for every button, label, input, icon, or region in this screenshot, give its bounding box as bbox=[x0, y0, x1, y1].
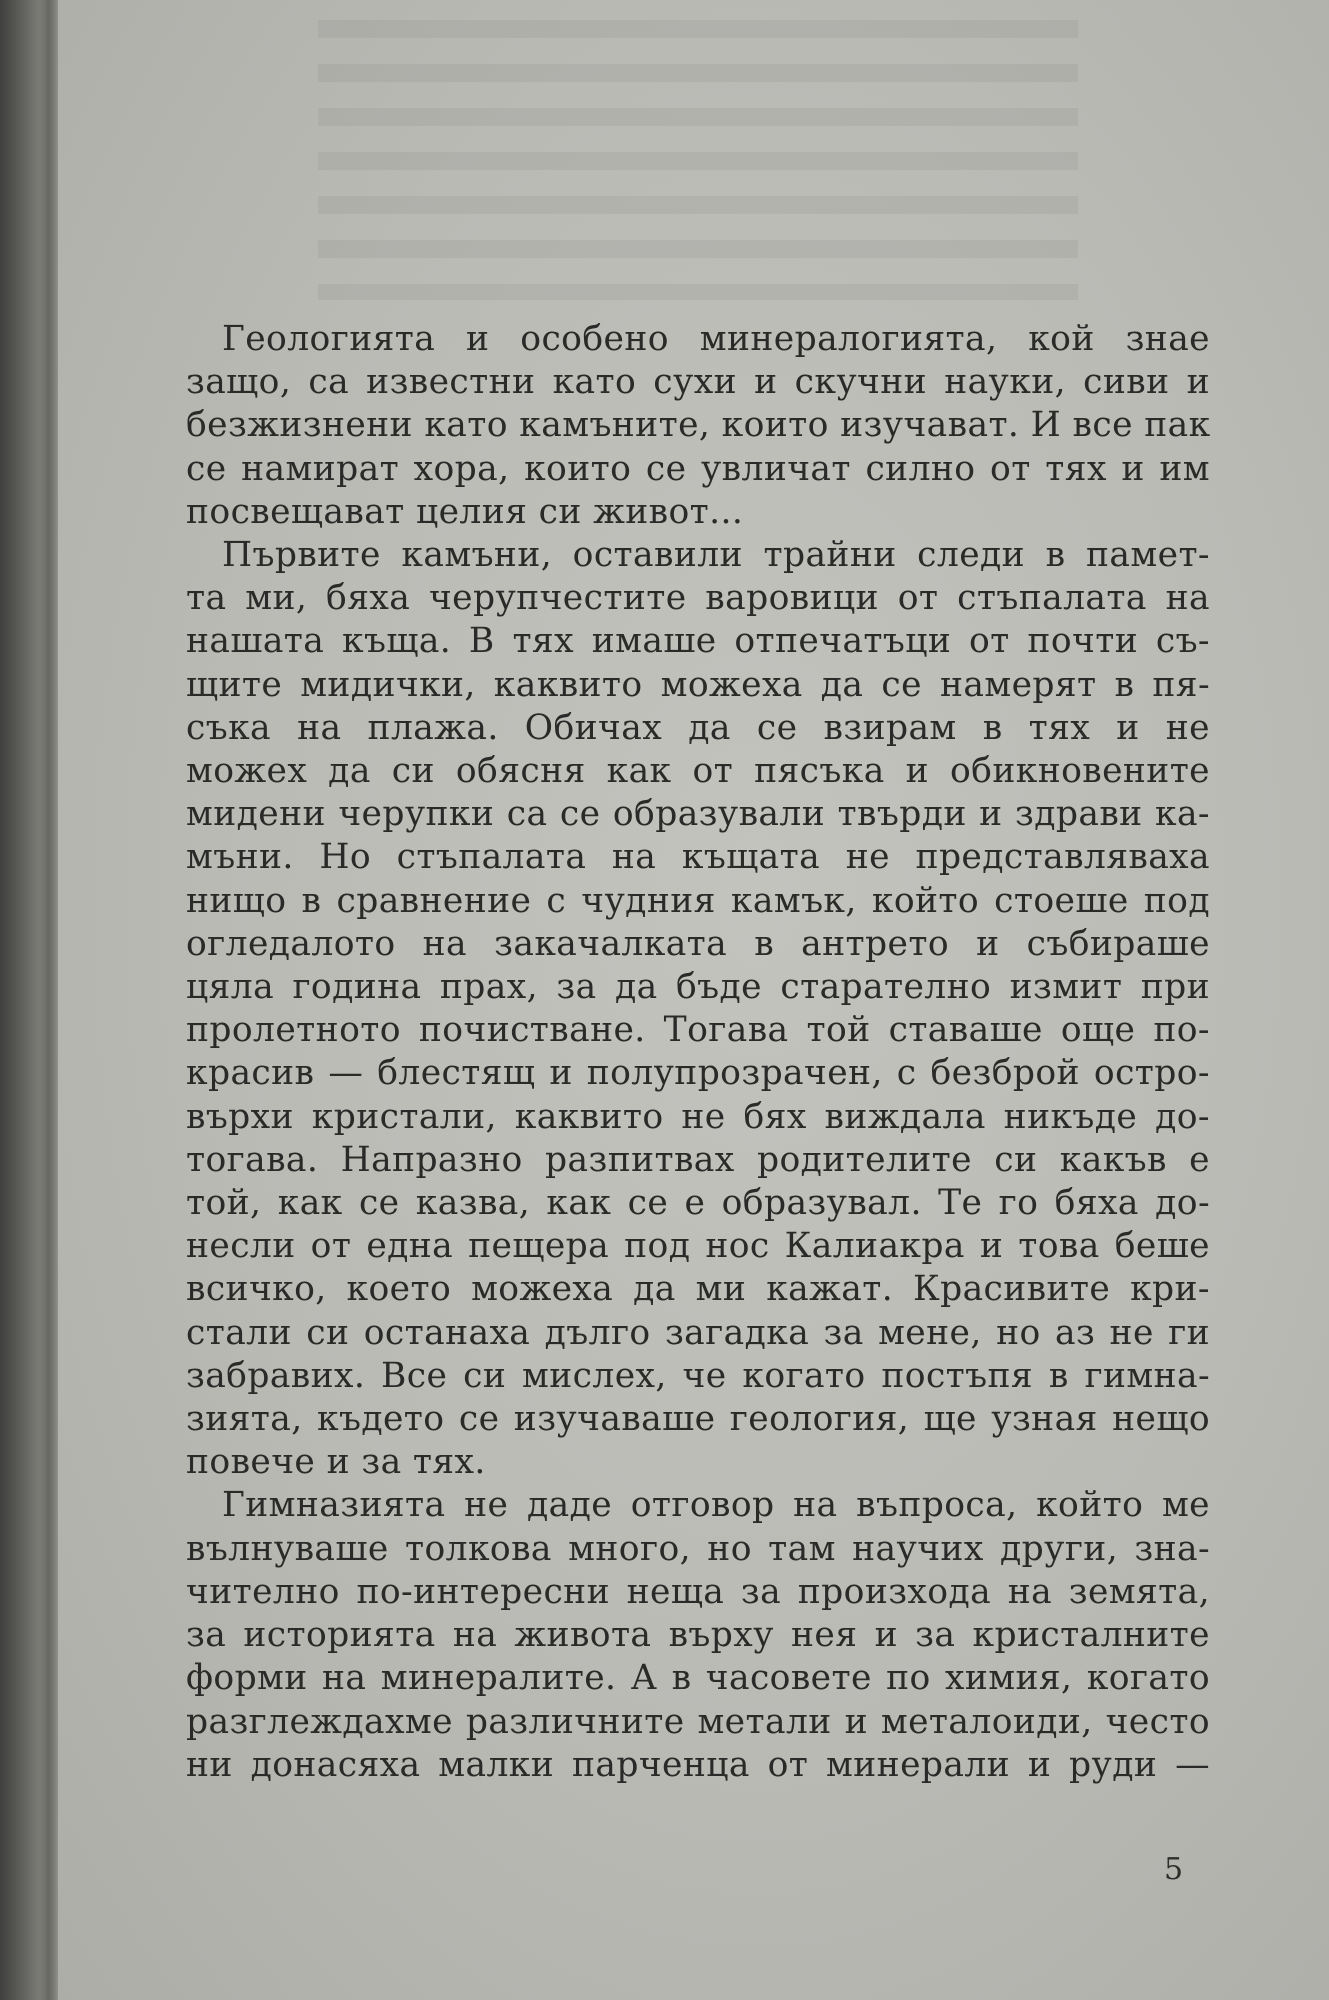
text-line: Гимназията не даде отговор на въпроса, който ме bbox=[222, 1485, 1210, 1526]
text-line: забравих. Все си мислех, че когато постъпя в гимна- bbox=[186, 1355, 1210, 1396]
text-line: повече и за тях. bbox=[186, 1442, 486, 1483]
text-line: мъни. Но стъпалата на къщата не представляваха bbox=[186, 837, 1210, 878]
text-line: ни донасяха малки парченца от минерали и руди — bbox=[186, 1744, 1210, 1785]
text-line: красив — блестящ и полупрозрачен, с безброй остро- bbox=[186, 1053, 1210, 1094]
paragraph-3 bbox=[150, 1484, 1210, 1786]
paragraph-2 bbox=[150, 534, 1210, 1484]
text-line: Геологията и особено минералогията, кой знае bbox=[222, 319, 1210, 359]
body-text bbox=[150, 318, 1210, 1787]
text-line: посвещават целия си живот... bbox=[186, 491, 744, 532]
text-line: стали си останаха дълго загадка за мене, но аз не ги bbox=[186, 1312, 1210, 1353]
paragraph-1 bbox=[150, 318, 1210, 534]
text-line: несли от една пещера под нос Калиакра и това беше bbox=[186, 1226, 1210, 1267]
text-line: щите мидички, каквито можеха да се намерят в пя- bbox=[186, 664, 1210, 705]
text-line: безжизнени като камъните, които изучават. И все пак bbox=[186, 405, 1211, 446]
text-line: форми на минералите. А в часовете по химия, когато bbox=[186, 1658, 1210, 1699]
text-line: можех да си обясня как от пясъка и обикновените bbox=[186, 751, 1210, 792]
show-through-text bbox=[318, 20, 1078, 300]
text-line: цяла година прах, за да бъде старателно измит при bbox=[186, 967, 1210, 1008]
text-line: тогава. Напразно разпитвах родителите си какъв е bbox=[186, 1139, 1210, 1180]
text-line: върхи кристали, каквито не бях виждала никъде до- bbox=[186, 1096, 1210, 1137]
page-gutter-shadow bbox=[0, 0, 60, 2000]
text-line: Първите камъни, оставили трайни следи в памет- bbox=[222, 535, 1210, 576]
text-line: мидени черупки са се образували твърди и здрави ка- bbox=[186, 794, 1210, 835]
text-line: та ми, бяха черупчестите варовици от стъпалата на bbox=[186, 578, 1210, 619]
page-number: 5 bbox=[1164, 1852, 1184, 1887]
text-line: нищо в сравнение с чудния камък, който стоеше под bbox=[186, 880, 1210, 921]
text-line: защо, са известни като сухи и скучни науки, сиви и bbox=[186, 362, 1210, 403]
text-line: той, как се казва, как се е образувал. Те го бяха до- bbox=[186, 1183, 1210, 1224]
text-line: разглеждахме различните метали и металоиди, често bbox=[186, 1701, 1210, 1742]
text-line: за историята на живота върху нея и за кристалните bbox=[186, 1615, 1210, 1656]
text-line: пролетното почистване. Тогава той ставаше още по- bbox=[186, 1010, 1210, 1051]
text-line: нашата къща. В тях имаше отпечатъци от почти съ- bbox=[186, 621, 1210, 662]
text-line: съка на плажа. Обичах да се взирам в тях и не bbox=[186, 707, 1210, 748]
text-line: огледалото на закачалката в антрето и събираше bbox=[186, 923, 1210, 964]
text-line: вълнуваше толкова много, но там научих други, зна- bbox=[186, 1528, 1210, 1569]
text-line: всичко, което можеха да ми кажат. Красивите кри- bbox=[186, 1269, 1210, 1310]
text-line: се намират хора, които се увличат силно от тях и им bbox=[186, 448, 1210, 489]
text-line: чително по-интересни неща за произхода на земята, bbox=[186, 1571, 1210, 1612]
text-line: зията, където се изучаваше геология, ще узная нещо bbox=[186, 1399, 1210, 1440]
